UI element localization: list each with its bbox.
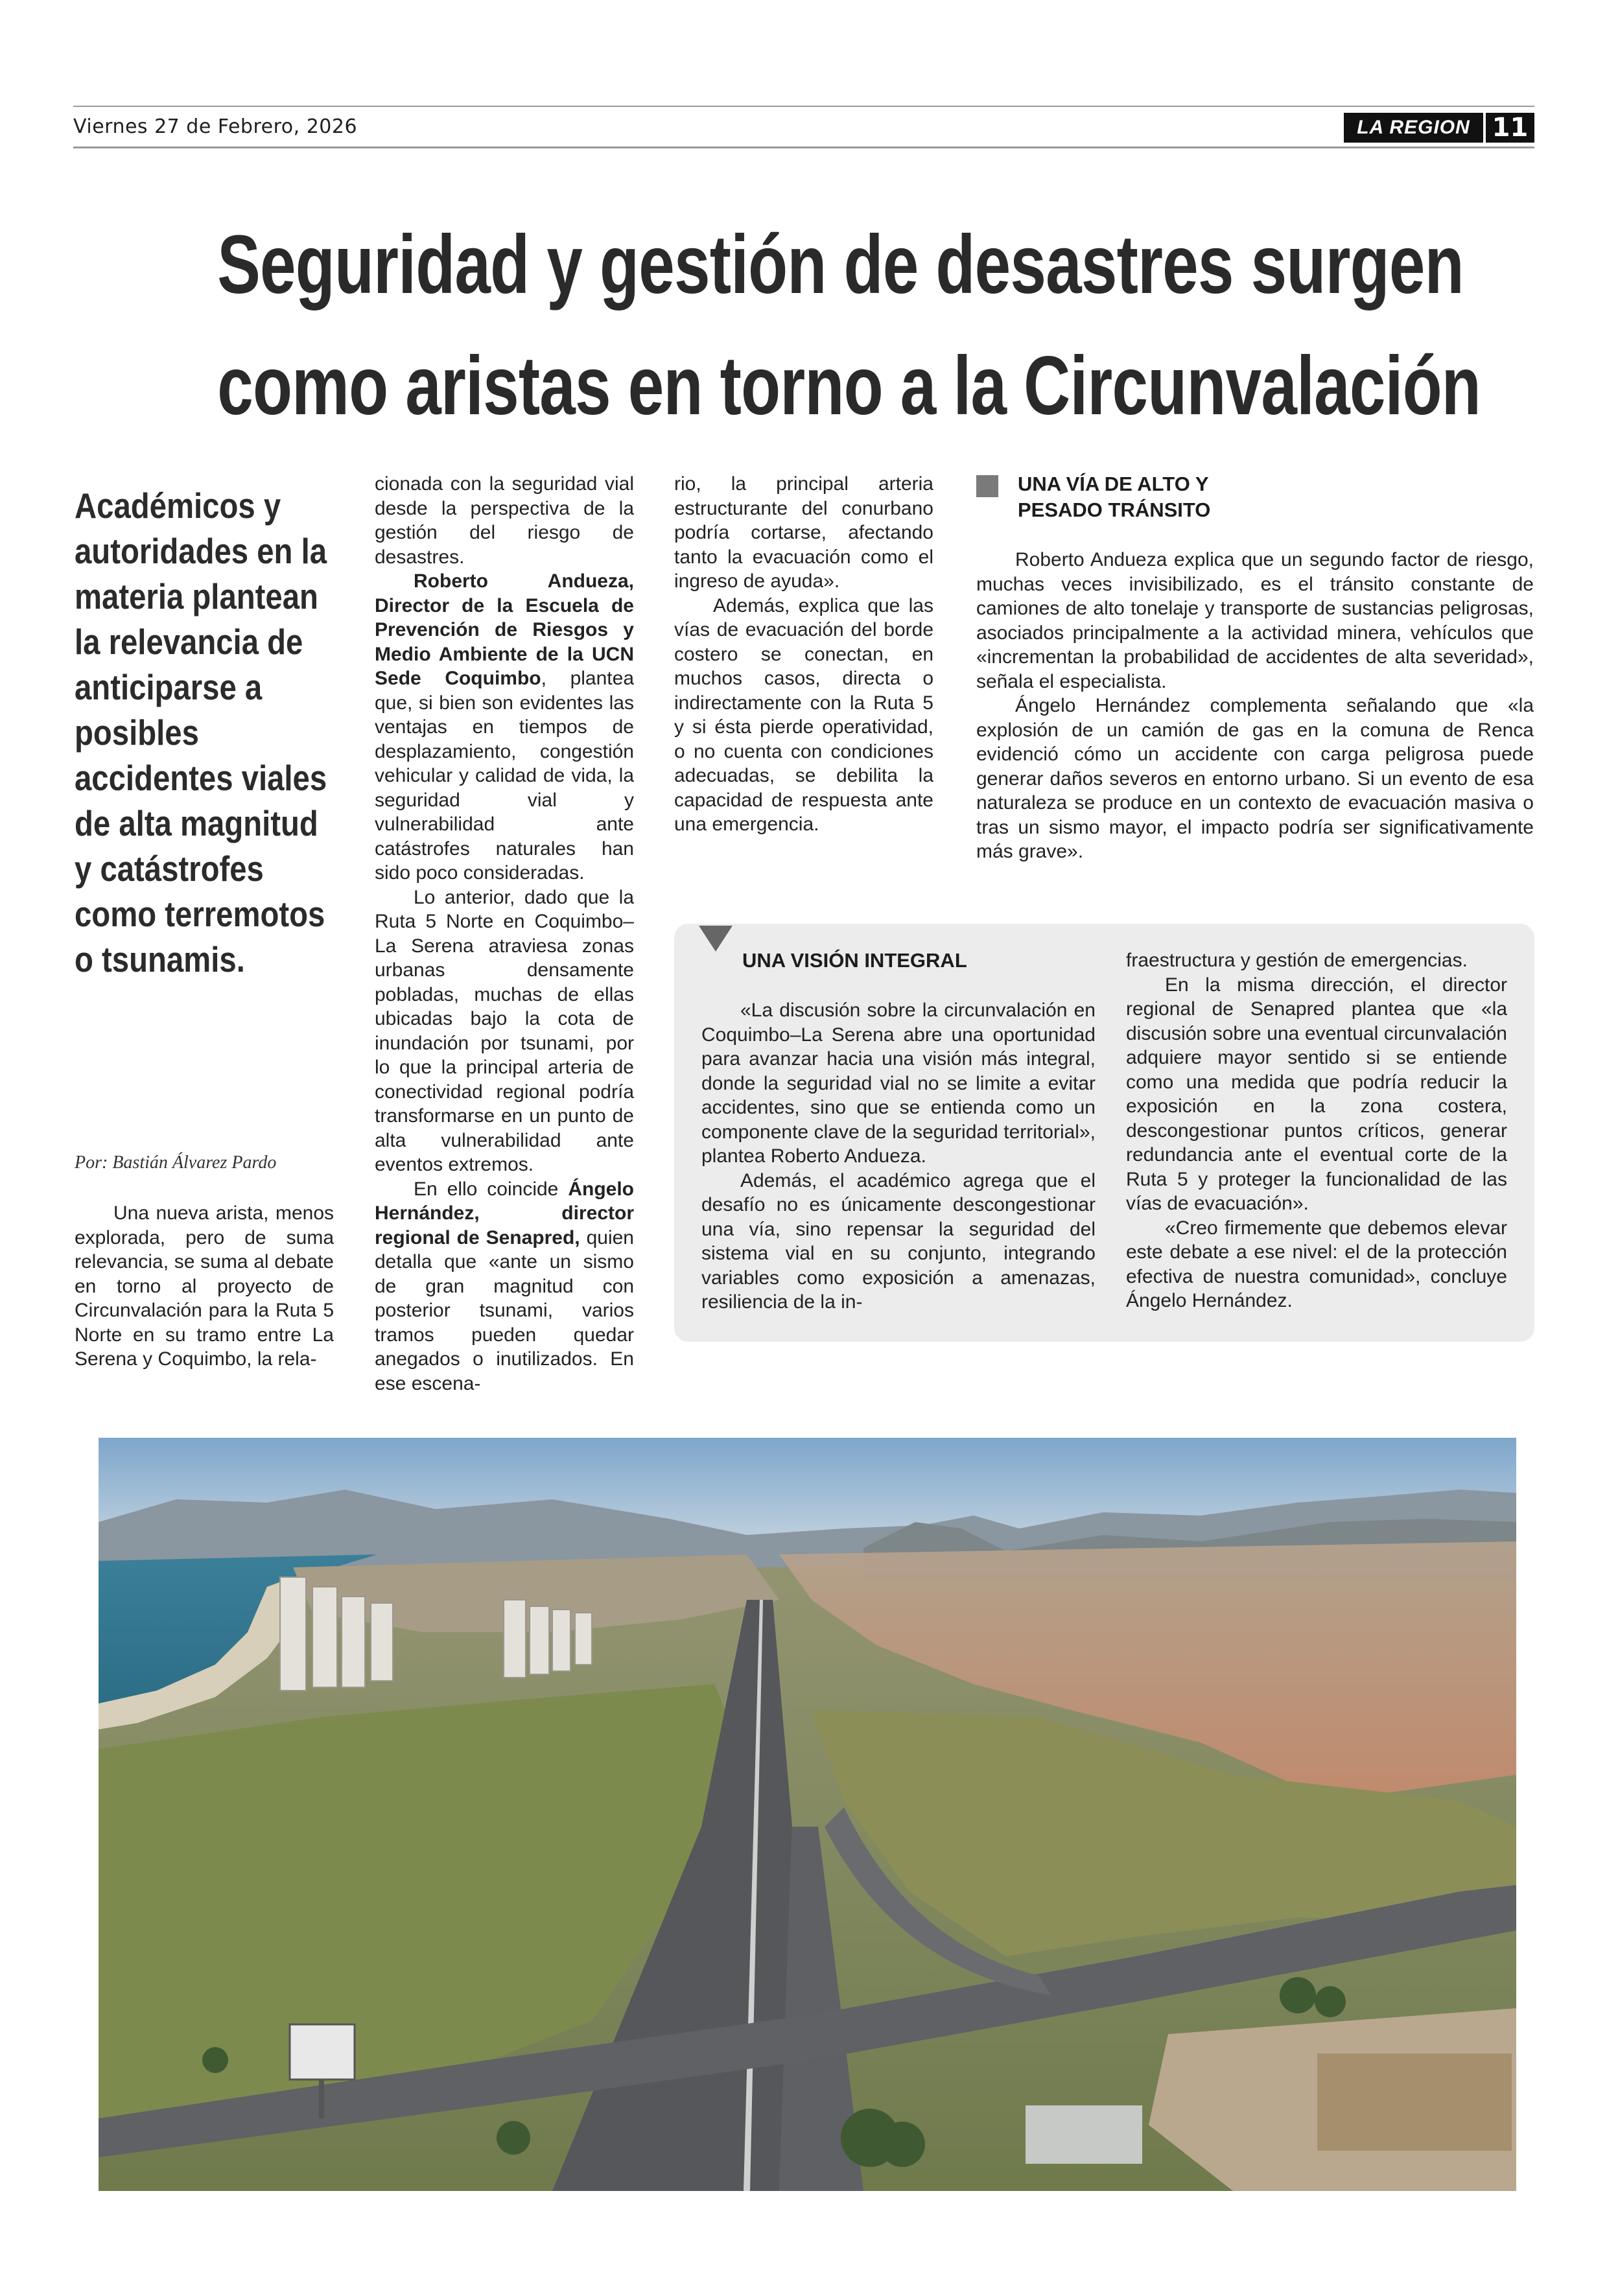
paragraph: Lo anterior, dado que la Ruta 5 Norte en Coquimbo–La Serena atraviesa zonas urbanas densamente pobladas, muchas de ellas ubicadas bajo la cota de inundación por tsunami, por lo que la principal arteria de conectividad regional podría transformarse en un punto de alta vulnerabilidad ante eventos extremos.	[375, 886, 634, 1175]
box-column-right	[1126, 948, 1507, 1313]
article-column-2	[375, 472, 634, 1396]
article-column-3	[674, 472, 933, 837]
source-name-andueza: Roberto Andueza, Director de la Escuela de Prevención de Riesgos y Medio Ambiente de la UCN Sede Coquimbo	[375, 570, 634, 689]
paragraph: cionada con la seguridad vial desde la perspectiva de la gestión del riesgo de desastres.	[375, 473, 634, 568]
aerial-highway-photo	[99, 1438, 1516, 2191]
header-bottom-rule	[73, 146, 1534, 148]
photo-illustration	[99, 1438, 1516, 2191]
paragraph: Roberto Andueza, Director de la Escuela de Prevención de Riesgos y Medio Ambiente de la UCN Sede Coquimbo, plantea que, si bien son evidentes las ventajas en tiempos de desplazamiento, congestión vehicular y calidad de vida, la seguridad vial y vulnerabilidad ante catástrofes naturales han sido poco consideradas.	[375, 570, 634, 884]
page-number: 11	[1486, 113, 1534, 143]
issue-date: Viernes 27 de Febrero, 2026	[73, 115, 358, 138]
paragraph: «La discusión sobre la circunvalación en Coquimbo–La Serena abre una oportunidad para avanzar hacia una visión más integral, donde la seguridad vial no se limite a evitar accidentes, sino que se entienda como un componente clave de la seguridad territorial», plantea Roberto Andueza.	[701, 1000, 1096, 1167]
headline-line-1: Seguridad y gestión de desastres surgen	[217, 218, 1464, 311]
paragraph: Además, el académico agrega que el desafío no es únicamente descongestionar una vía, sino repensar la seguridad del sistema vial en su conjunto, integrando variables como exposición a amenazas, resiliencia de la in-	[701, 1169, 1096, 1313]
article-column-1	[75, 1201, 334, 1372]
section-transito-body	[976, 548, 1534, 864]
box-triangle-marker	[699, 926, 733, 952]
box-column-left	[701, 998, 1096, 1315]
paragraph: Roberto Andueza explica que un segundo factor de riesgo, muchas veces invisibilizado, es el tránsito constante de camiones de alto tonelaje y transporte de sustancias peligrosas, asociados principalmente a la actividad minera, vehículos que «incrementan la probabilidad de accidentes de alta severidad», señala el especialista.	[976, 549, 1534, 692]
paragraph: fraestructura y gestión de emergencias.	[1126, 950, 1468, 971]
headline	[217, 204, 1481, 447]
newspaper-logo: LA REGION	[1344, 113, 1483, 143]
paragraph: En la misma dirección, el director regional de Senapred plantea que «la discusión sobre una eventual circunvalación adquiere mayor sentido si se entiende como una medida que podría reducir la exposición en la zona costera, descongestionar puntos críticos, generar redundancia ante el eventual corte de la Ruta 5 y proteger la funcionalidad de las vías de evacuación».	[1126, 974, 1507, 1214]
headline-line-2: como aristas en torno a la Circunvalación	[217, 340, 1481, 432]
byline: Por: Bastián Álvarez Pardo	[75, 1153, 277, 1173]
section-square-marker	[976, 475, 998, 497]
source-name-hernandez: Ángelo Hernández, director regional de Senapred,	[375, 1178, 634, 1248]
paragraph: Ángelo Hernández complementa señalando que «la explosión de un camión de gas en la comuna de Renca evidenció cómo un accidente con carga peligrosa puede generar daños severos en entorno urbano. Si un evento de esa naturaleza se produce en un contexto de evacuación masiva o tras un sismo mayor, el impacto podría ser significativamente más grave».	[976, 695, 1534, 862]
paragraph: rio, la principal arteria estructurante del conurbano podría cortarse, afectando tanto la evacuación como el ingreso de ayuda».	[674, 473, 933, 592]
section-heading-transito: UNA VÍA DE ALTO Y PESADO TRÁNSITO	[1018, 473, 1211, 521]
box-heading: UNA VISIÓN INTEGRAL	[742, 949, 967, 972]
paragraph: Una nueva arista, menos explorada, pero de suma relevancia, se suma al debate en torno al proyecto de Circunvalación para la Ruta 5 Norte en su tramo entre La Serena y Coquimbo, la rela-	[75, 1202, 334, 1370]
lead-text: Académicos y autoridades en la materia plantean la relevancia de anticiparse a posibles accidentes viales de alta magnitud y catástrofes como terremotos o tsunamis.	[75, 486, 327, 979]
paragraph: «Creo firmemente que debemos elevar este debate a ese nivel: el de la protección efectiva de nuestra comunidad», concluye Ángelo Hernández.	[1126, 1217, 1507, 1311]
paragraph: Además, explica que las vías de evacuación del borde costero se conectan, en muchos casos, directa o indirectamente con la Ruta 5 y si ésta pierde operatividad, o no cuenta con condiciones adecuadas, se debilita la capacidad de respuesta ante una emergencia.	[674, 594, 933, 835]
header-top-rule	[73, 106, 1534, 107]
paragraph: En ello coincide Ángelo Hernández, director regional de Senapred, quien detalla que «ante un sismo de gran magnitud con posterior tsunami, varios tramos pueden quedar anegados o inutilizados. En ese escena-	[375, 1178, 634, 1394]
